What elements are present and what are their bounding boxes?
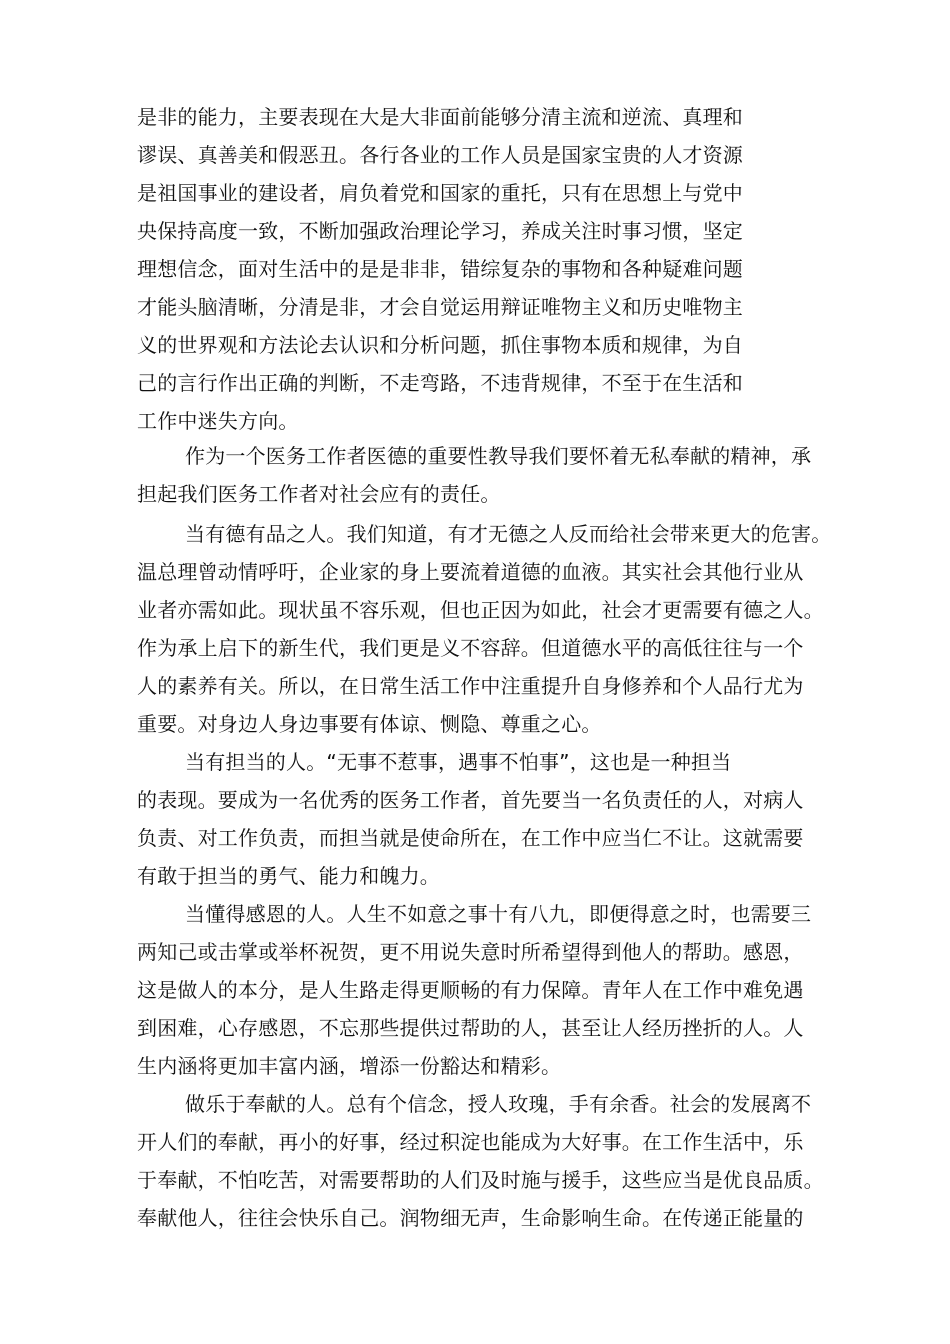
text-line: 理想信念，面对生活中的是是非非，错综复杂的事物和各种疑难问题 (137, 257, 743, 281)
text-line: 是非的能力，主要表现在大是大非面前能够分清主流和逆流、真理和 (137, 105, 743, 129)
text-line: 重要。对身边人身边事要有体谅、恻隐、尊重之心。 (137, 712, 602, 736)
text-line: 作为承上启下的新生代，我们更是义不容辞。但道德水平的高低往往与一个 (137, 636, 804, 660)
text-line: 温总理曾动情呼吁，企业家的身上要流着道德的血液。其实社会其他行业从 (137, 560, 804, 584)
text-line: 负责、对工作负责，而担当就是使命所在，在工作中应当仁不让。这就需要 (137, 826, 804, 850)
text-line: 奉献他人，往往会快乐自己。润物细无声，生命影响生命。在传递正能量的 (137, 1206, 804, 1230)
text-line: 两知己或击掌或举杯祝贺，更不用说失意时所希望得到他人的帮助。感恩， (137, 940, 804, 964)
text-line: 当懂得感恩的人。人生不如意之事十有八九，即便得意之时，也需要三 (185, 902, 812, 926)
text-line: 己的言行作出正确的判断，不走弯路，不违背规律，不至于在生活和 (137, 371, 743, 395)
text-line: 央保持高度一致，不断加强政治理论学习，养成关注时事习惯，坚定 (137, 219, 743, 243)
text-line: 作为一个医务工作者医德的重要性教导我们要怀着无私奉献的精神，承 (185, 444, 812, 468)
text-line: 于奉献，不怕吃苦，对需要帮助的人们及时施与援手，这些应当是优良品质。 (137, 1168, 824, 1192)
text-line: 业者亦需如此。现状虽不容乐观，但也正因为如此，社会才更需要有德之人。 (137, 598, 824, 622)
text-line: 担起我们医务工作者对社会应有的责任。 (137, 482, 501, 506)
text-line: 人的素养有关。所以，在日常生活工作中注重提升自身修养和个人品行尤为 (137, 674, 804, 698)
text-line: 开人们的奉献，再小的好事，经过积淀也能成为大好事。在工作生活中，乐 (137, 1130, 804, 1154)
text-line: 当有德有品之人。我们知道，有才无德之人反而给社会带来更大的危害。 (185, 522, 832, 546)
text-line: 生内涵将更加丰富内涵，增添一份豁达和精彩。 (137, 1054, 562, 1078)
text-line: 有敢于担当的勇气、能力和魄力。 (137, 864, 440, 888)
text-line: 当有担当的人。“无事不惹事，遇事不怕事”，这也是一种担当 (185, 750, 732, 774)
text-line: 谬误、真善美和假恶丑。各行各业的工作人员是国家宝贵的人才资源 (137, 143, 743, 167)
text-line: 工作中迷失方向。 (137, 409, 299, 433)
text-line: 的表现。要成为一名优秀的医务工作者，首先要当一名负责任的人，对病人 (137, 788, 804, 812)
text-line: 做乐于奉献的人。总有个信念，授人玫瑰，手有余香。社会的发展离不 (185, 1092, 812, 1116)
text-line: 是祖国事业的建设者，肩负着党和国家的重托，只有在思想上与党中 (137, 181, 743, 205)
text-line: 到困难，心存感恩，不忘那些提供过帮助的人，甚至让人经历挫折的人。人 (137, 1016, 804, 1040)
text-line: 义的世界观和方法论去认识和分析问题，抓住事物本质和规律，为自 (137, 333, 743, 357)
text-line: 才能头脑清晰，分清是非，才会自觉运用辩证唯物主义和历史唯物主 (137, 295, 743, 319)
text-line: 这是做人的本分，是人生路走得更顺畅的有力保障。青年人在工作中难免遇 (137, 978, 804, 1002)
